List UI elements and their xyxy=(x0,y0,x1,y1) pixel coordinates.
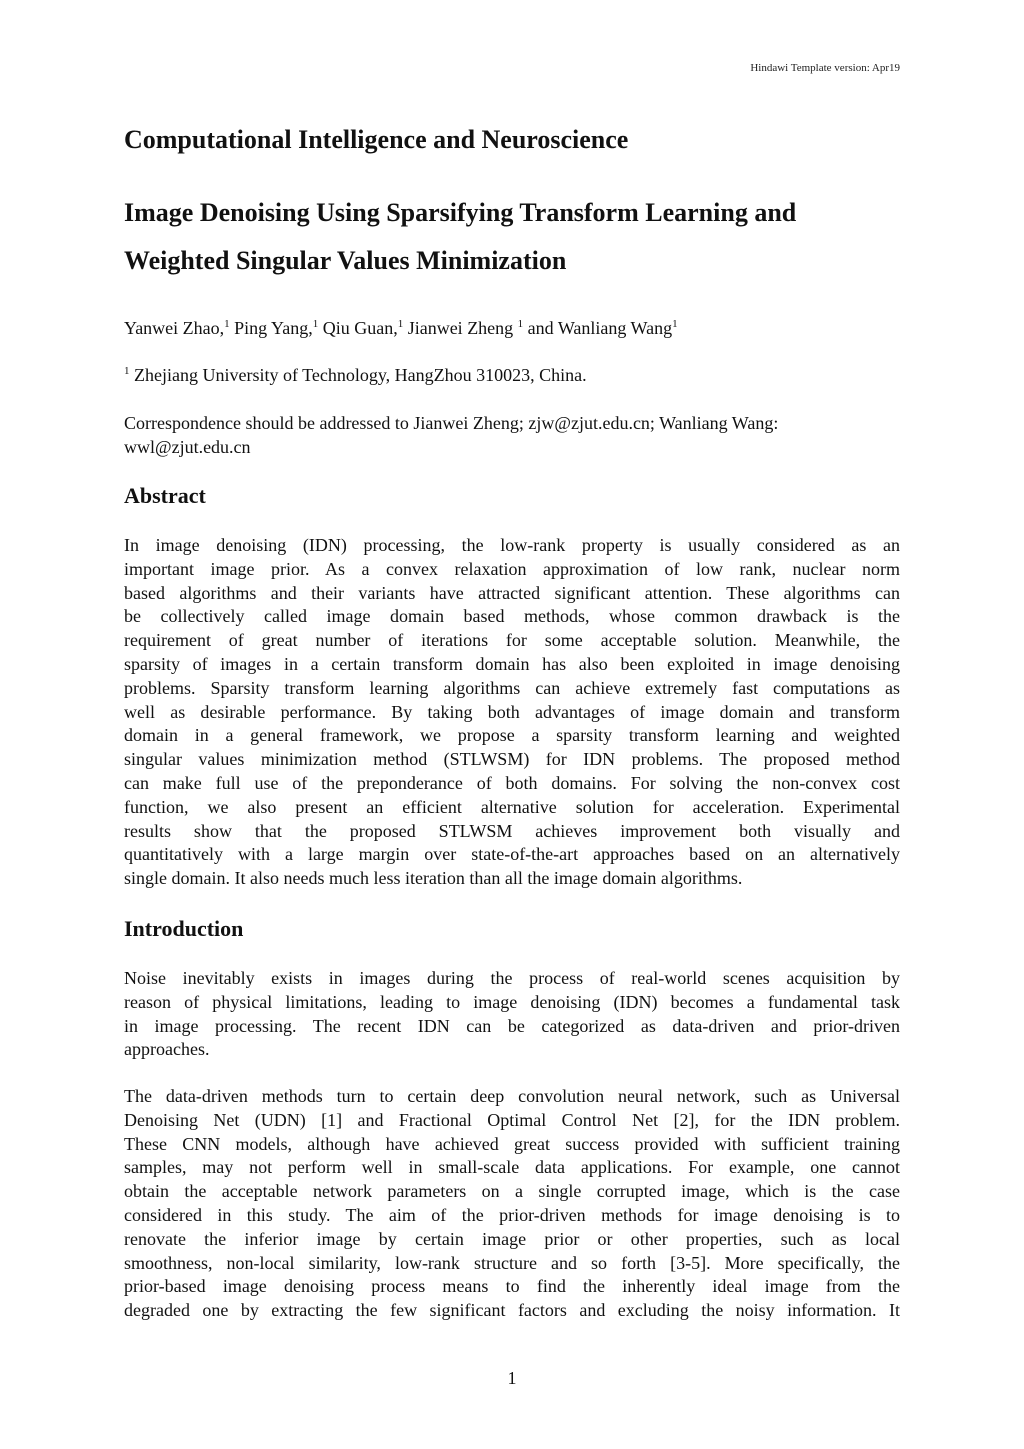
affiliation-mark: 1 xyxy=(124,365,130,377)
author: and Wanliang Wang xyxy=(523,318,673,338)
text-line: sparsity of images in a certain transform domain has also been exploited in image denoising xyxy=(124,653,900,674)
text-line: The data-driven methods turn to certain deep convolution neural network, such as Universal xyxy=(124,1086,900,1106)
text-line: single domain. It also needs much less iteration than all the image domain algorithms. xyxy=(124,868,743,889)
introduction-paragraph-1 xyxy=(124,967,900,1062)
affiliation-mark: 1 xyxy=(517,318,524,330)
text-line: be collectively called image domain based methods, whose common drawback is the xyxy=(124,606,900,627)
page-number: 1 xyxy=(507,1368,517,1388)
author: Ping Yang, xyxy=(229,318,313,338)
text-line: domain in a general framework, we propose a sparsity transform learning and weighted xyxy=(124,725,900,746)
text-line: approaches. xyxy=(124,1039,210,1060)
correspondence-line: Correspondence should be addressed to Jianwei Zheng; zjw@zjut.edu.cn; Wanliang Wang: xyxy=(124,413,779,433)
text-line: requirement of great number of iterations for some acceptable solution. Meanwhile, the xyxy=(124,630,900,651)
affiliation-mark: 1 xyxy=(397,318,404,330)
text-line: prior-based image denoising process means to find the inherently ideal image from the xyxy=(124,1276,900,1297)
affiliation-text: Zhejiang University of Technology, HangZhou 310023, China. xyxy=(129,365,587,385)
text-line: based algorithms and their variants have attracted significant attention. These algorithms can xyxy=(124,582,900,603)
text-line: Denoising Net (UDN) [1] and Fractional Optimal Control Net [2], for the IDN problem. xyxy=(124,1109,900,1130)
text-line: quantitatively with a large margin over state-of-the-art approaches based on an alternatively xyxy=(124,844,900,865)
text-line: singular values minimization method (STLWSM) for IDN problems. The proposed method xyxy=(124,749,900,770)
introduction-heading: Introduction xyxy=(124,916,244,941)
text-line: function, we also present an efficient alternative solution for acceleration. Experimental xyxy=(124,796,900,817)
abstract-heading: Abstract xyxy=(124,483,206,508)
paper-title-line-2: Weighted Singular Values Minimization xyxy=(124,246,567,275)
author: Qiu Guan, xyxy=(318,318,398,338)
abstract-body xyxy=(124,534,900,891)
text-line: important image prior. As a convex relaxation approximation of low rank, nuclear norm xyxy=(124,558,900,579)
paper-title-line-1: Image Denoising Using Sparsifying Transform Learning and xyxy=(124,198,797,227)
correspondence xyxy=(124,411,778,459)
text-line: Noise inevitably exists in images during the process of real-world scenes acquisition by xyxy=(124,968,900,988)
text-line: renovate the inferior image by certain image prior or other properties, such as local xyxy=(124,1228,900,1249)
text-line: reason of physical limitations, leading to image denoising (IDN) becomes a fundamental task xyxy=(124,991,900,1012)
text-line: samples, may not perform well in small-scale data applications. For example, one cannot xyxy=(124,1157,900,1178)
text-line: degraded one by extracting the few significant factors and excluding the noisy information. It xyxy=(124,1300,900,1321)
text-line: obtain the acceptable network parameters on a single corrupted image, which is the case xyxy=(124,1181,900,1202)
introduction-paragraph-2 xyxy=(124,1085,900,1323)
author: Yanwei Zhao, xyxy=(124,318,225,338)
affiliation-mark: 1 xyxy=(224,318,230,330)
correspondence-email: wwl@zjut.edu.cn xyxy=(124,437,251,457)
text-line: In image denoising (IDN) processing, the low-rank property is usually considered as an xyxy=(124,535,900,555)
author: Jianwei Zheng xyxy=(403,318,518,338)
text-line: can make full use of the preponderance of both domains. For solving the non-convex cost xyxy=(124,772,900,793)
text-line: well as desirable performance. By taking both advantages of image domain and transform xyxy=(124,701,900,722)
affiliation-mark: 1 xyxy=(312,318,319,330)
text-line: results show that the proposed STLWSM achieves improvement both visually and xyxy=(124,820,900,841)
text-line: smoothness, non-local similarity, low-rank structure and so forth [3-5]. More specifically, the xyxy=(124,1252,900,1273)
text-line: These CNN models, although have achieved great success provided with sufficient training xyxy=(124,1133,900,1154)
template-version-header: Hindawi Template version: Apr19 xyxy=(750,62,900,74)
text-line: problems. Sparsity transform learning algorithms can achieve extremely fast computations as xyxy=(124,677,900,698)
text-line: considered in this study. The aim of the prior-driven methods for image denoising is to xyxy=(124,1204,900,1225)
affiliation xyxy=(124,363,587,387)
text-line: in image processing. The recent IDN can be categorized as data-driven and prior-driven xyxy=(124,1015,900,1036)
affiliation-mark: 1 xyxy=(672,318,678,330)
author-list xyxy=(124,316,678,340)
journal-name: Computational Intelligence and Neuroscience xyxy=(124,125,629,154)
